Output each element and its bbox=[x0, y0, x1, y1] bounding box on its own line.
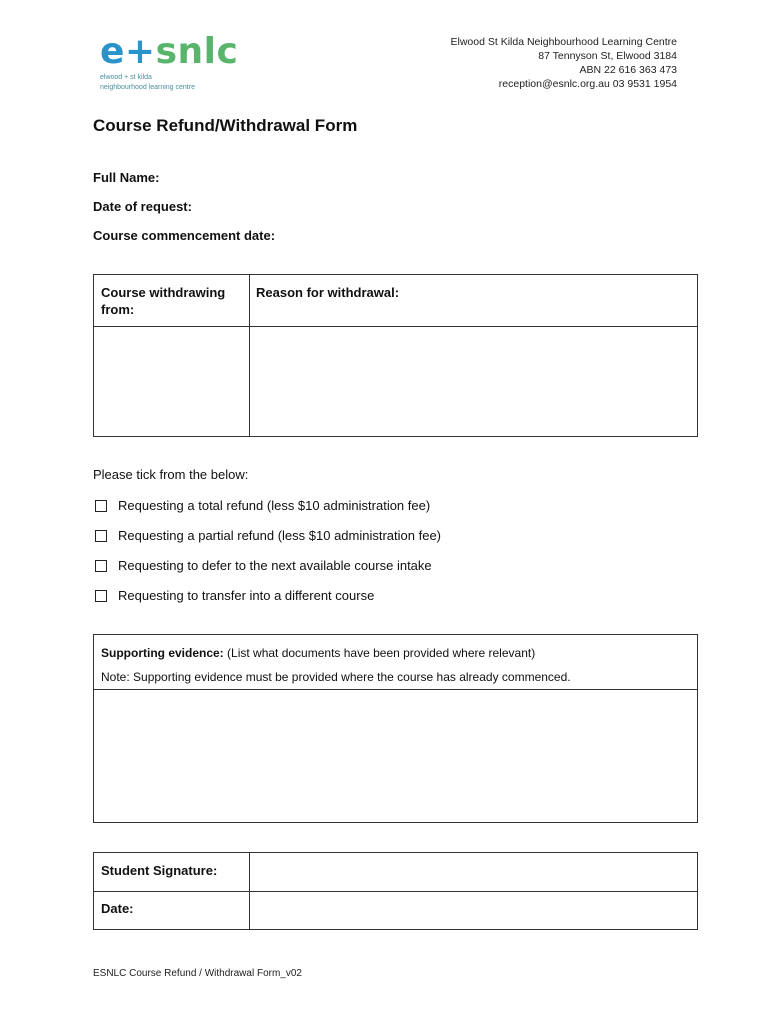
option-label: Requesting a partial refund (less $10 administration fee) bbox=[118, 528, 442, 543]
org-street: 87 Tennyson St, Elwood 3184 bbox=[538, 50, 677, 62]
document-footer: ESNLC Course Refund / Withdrawal Form_v02 bbox=[93, 968, 302, 979]
evidence-heading bbox=[101, 646, 535, 660]
organisation-address bbox=[451, 35, 677, 91]
tick-instructions: Please tick from the below: bbox=[93, 467, 249, 482]
date-of-request-label: Date of request: bbox=[93, 199, 192, 214]
course-input-cell[interactable] bbox=[94, 327, 249, 436]
option-label: Requesting to defer to the next available course intake bbox=[118, 558, 432, 573]
signature-table bbox=[93, 852, 698, 930]
supporting-evidence-table bbox=[93, 634, 698, 823]
commencement-date-label: Course commencement date: bbox=[93, 228, 276, 243]
page-title: Course Refund/Withdrawal Form bbox=[93, 116, 358, 135]
logo-tagline-1: elwood + st kilda bbox=[100, 74, 152, 81]
course-withdrawing-header: Course withdrawing from: bbox=[101, 285, 226, 317]
evidence-label: Supporting evidence: bbox=[101, 646, 224, 660]
checkbox[interactable] bbox=[95, 560, 107, 572]
option-transfer[interactable] bbox=[93, 588, 374, 603]
full-name-label: Full Name: bbox=[93, 170, 160, 185]
evidence-note: Note: Supporting evidence must be provided where the course has already commenced. bbox=[101, 670, 571, 684]
reason-header: Reason for withdrawal: bbox=[256, 285, 400, 300]
org-name: Elwood St Kilda Neighbourhood Learning Centre bbox=[450, 36, 677, 48]
checkbox[interactable] bbox=[95, 500, 107, 512]
signature-input-cell[interactable] bbox=[250, 853, 697, 891]
date-input-cell[interactable] bbox=[250, 892, 697, 929]
signature-date-label: Date: bbox=[101, 901, 134, 916]
option-total-refund[interactable] bbox=[93, 498, 430, 513]
logo-wordmark: e+snlc bbox=[100, 31, 239, 72]
checkbox[interactable] bbox=[95, 530, 107, 542]
org-abn: ABN 22 616 363 473 bbox=[579, 64, 677, 76]
checkbox[interactable] bbox=[95, 590, 107, 602]
option-label: Requesting a total refund (less $10 administration fee) bbox=[118, 498, 431, 513]
student-signature-label: Student Signature: bbox=[101, 863, 218, 878]
option-label: Requesting to transfer into a different course bbox=[118, 588, 375, 603]
option-partial-refund[interactable] bbox=[93, 528, 441, 543]
logo-tagline-2: neighbourhood learning centre bbox=[100, 84, 195, 91]
esnlc-logo bbox=[100, 32, 260, 94]
reason-input-cell[interactable] bbox=[250, 327, 697, 436]
evidence-input-cell[interactable] bbox=[94, 690, 697, 822]
course-withdrawal-table bbox=[93, 274, 698, 437]
evidence-hint: (List what documents have been provided where relevant) bbox=[223, 646, 536, 660]
option-defer[interactable] bbox=[93, 558, 432, 573]
org-contact: reception@esnlc.org.au 03 9531 1954 bbox=[498, 78, 677, 90]
